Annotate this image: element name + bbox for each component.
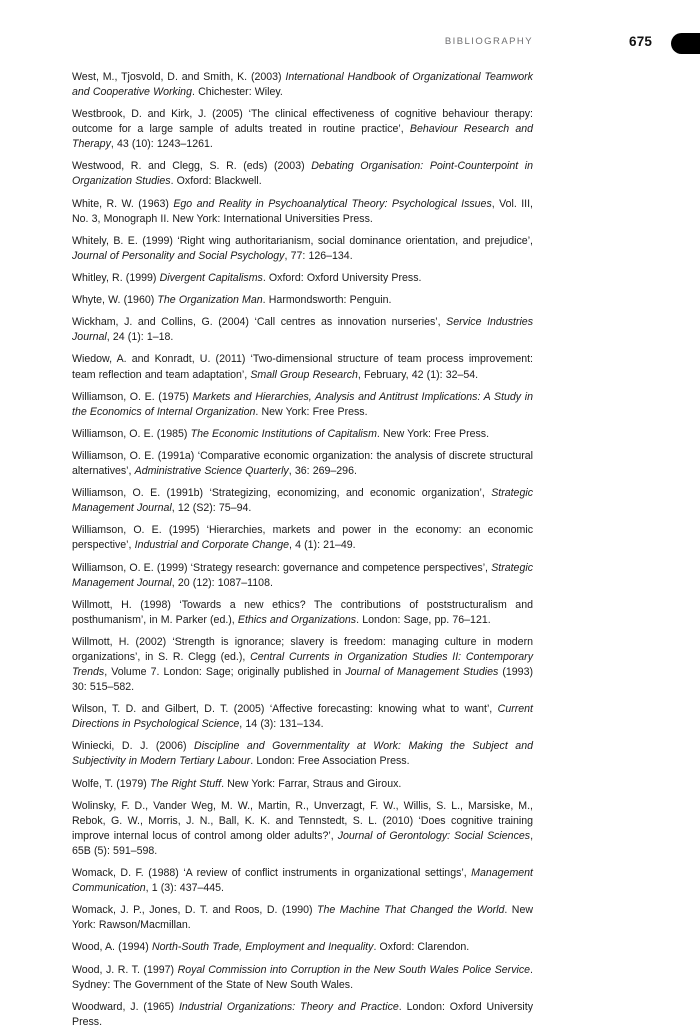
page-running-header <box>0 36 700 56</box>
entry-title-italic: Administrative Science Quarterly <box>134 465 289 478</box>
bibliography-entry <box>72 159 533 189</box>
entry-text: , 43 (10): 1243–1261. <box>110 138 213 151</box>
entry-text: , 36: 269–296. <box>288 465 357 478</box>
entry-text: (1993) 30: 515–582. <box>72 666 533 694</box>
page-number: 675 <box>629 34 653 49</box>
entry-text: Williamson, O. E. (1985) <box>72 427 191 440</box>
entry-text: . Oxford: Blackwell. <box>170 175 262 188</box>
entry-title-italic: Ego and Reality in Psychoanalytical Theory: Psychological Issues <box>173 197 492 210</box>
entry-text: . New York: Free Press. <box>376 427 490 440</box>
entry-title-italic: Service Industries Journal <box>72 316 533 344</box>
entry-title-italic: The Organization Man <box>157 294 263 307</box>
entry-text: . London: Oxford University Press. <box>72 1000 533 1028</box>
entry-title-italic: Industrial and Corporate Change <box>134 539 289 552</box>
bibliography-entry <box>72 70 533 100</box>
entry-text: West, M., Tjosvold, D. and Smith, K. (2003) <box>72 71 286 83</box>
entry-text: , 65B (5): 591–598. <box>72 829 534 857</box>
entry-text: Willmott, H. (1998) ‘Towards a new ethics? The contributions of poststructuralism and posthumanism’, in M. Parker (ed.), <box>72 598 533 626</box>
entry-title-italic: Central Currents in Organization Studies II: Contemporary Trends <box>72 650 533 678</box>
entry-text: , 14 (3): 131–134. <box>239 718 324 731</box>
entry-title-italic: Ethics and Organizations <box>237 613 357 626</box>
entry-text: , 24 (1): 1–18. <box>106 331 174 344</box>
entry-title-italic: Strategic Management Journal <box>72 561 533 589</box>
entry-text: , 12 (S2): 75–94. <box>171 502 252 515</box>
bibliography-entry <box>72 293 533 308</box>
entry-text: Wolfe, T. (1979) <box>72 777 150 790</box>
entry-title-italic: Debating Organisation: Point-Counterpoint in Organization Studies <box>72 160 533 188</box>
entry-text: . London: Sage, pp. 76–121. <box>356 613 491 626</box>
entry-title-italic: Small Group Research <box>250 368 358 381</box>
bibliography-entry <box>72 1000 533 1030</box>
entry-title-italic: Royal Commission into Corruption in the New South Wales Police Service <box>177 963 531 976</box>
entry-text: . London: Free Association Press. <box>250 755 410 768</box>
entry-text: Wilson, T. D. and Gilbert, D. T. (2005) ‘Affective forecasting: knowing what to want’, <box>72 703 498 716</box>
bibliography-entry-list <box>72 70 533 1030</box>
entry-text: . Chichester: Wiley. <box>191 86 283 99</box>
bibliography-entry <box>72 271 533 286</box>
entry-text: . New York: Rawson/Macmillan. <box>72 904 533 932</box>
entry-text: Willmott, H. (2002) ‘Strength is ignorance; slavery is freedom: managing culture in modern organizations’, in S. R. Clegg (ed.), <box>72 635 533 663</box>
entry-title-italic: Management Communication <box>72 866 533 895</box>
bibliography-entry <box>72 107 533 152</box>
entry-text: , 1 (3): 437–445. <box>145 882 224 895</box>
bibliography-entry <box>72 197 533 227</box>
entry-title-italic: Current Directions in Psychological Science <box>72 703 533 731</box>
entry-title-italic: The Right Stuff <box>149 777 222 790</box>
entry-text: . New York: Farrar, Straus and Giroux. <box>221 777 402 790</box>
entry-text: Wood, A. (1994) <box>72 941 152 954</box>
entry-title-italic: Behaviour Research and Therapy <box>72 123 534 151</box>
entry-text: . Sydney: The Government of the State of New South Wales. <box>72 963 533 991</box>
entry-text: . Oxford: Oxford University Press. <box>262 271 422 284</box>
entry-text: Westbrook, D. and Kirk, J. (2005) ‘The clinical effectiveness of cognitive behaviour therapy: outcome for a large sample of adults treated in routine practice’, <box>72 108 533 136</box>
entry-text: Williamson, O. E. (1975) <box>72 390 193 403</box>
entry-title-italic: Markets and Hierarchies, Analysis and Antitrust Implications: A Study in the Economics of Internal Organization <box>72 390 533 418</box>
entry-title-italic: The Economic Institutions of Capitalism <box>190 427 377 440</box>
entry-title-italic: Discipline and Governmentality at Work: Making the Subject and Subjectivity in Modern Tertiary Labour <box>72 740 533 768</box>
bibliography-entry <box>72 940 533 955</box>
bibliography-entry <box>72 352 533 382</box>
entry-title-italic: International Handbook of Organizational Teamwork and Cooperative Working <box>72 71 533 99</box>
entry-text: Woodward, J. (1965) <box>72 1000 179 1013</box>
entry-text: Wickham, J. and Collins, G. (2004) ‘Call centres as innovation nurseries’, <box>72 316 447 329</box>
bibliography-entry <box>72 523 533 553</box>
entry-title-italic: Strategic Management Journal <box>72 487 533 515</box>
entry-text: . Harmondsworth: Penguin. <box>262 294 392 307</box>
entry-text: White, R. W. (1963) <box>72 197 174 210</box>
entry-title-italic: Journal of Management Studies <box>345 666 499 678</box>
bibliography-entry <box>72 561 533 591</box>
entry-text: . New York: Free Press. <box>255 405 368 418</box>
entry-text: Wood, J. R. T. (1997) <box>72 963 178 976</box>
entry-title-italic: Divergent Capitalisms <box>159 271 263 284</box>
bibliography-entry <box>72 390 533 420</box>
entry-title-italic: Journal of Personality and Social Psychology <box>72 249 285 262</box>
entry-text: Williamson, O. E. (1991a) ‘Comparative economic organization: the analysis of discrete structural alternatives’, <box>72 449 533 478</box>
thumb-tab-marker <box>671 33 700 54</box>
running-head-title: BIBLIOGRAPHY <box>444 36 533 47</box>
entry-title-italic: North-South Trade, Employment and Inequality <box>151 941 374 954</box>
entry-text: Williamson, O. E. (1999) ‘Strategy research: governance and competence perspectives’, <box>72 561 492 574</box>
entry-text: Whitely, B. E. (1999) ‘Right wing authoritarianism, social dominance orientation, and prejudice’, <box>72 234 533 247</box>
entry-text: , 4 (1): 21–49. <box>288 539 356 552</box>
bibliography-entry <box>72 598 533 628</box>
entry-text: , Volume 7. London: Sage; originally published in <box>104 666 346 678</box>
bibliography-entry <box>72 427 533 442</box>
entry-text: Westwood, R. and Clegg, S. R. (eds) (2003) <box>72 160 312 173</box>
bibliography-entry <box>72 903 533 933</box>
bibliography-entry <box>72 635 533 695</box>
entry-title-italic: The Machine That Changed the World <box>317 904 505 917</box>
entry-text: . Oxford: Clarendon. <box>373 941 470 954</box>
entry-text: Williamson, O. E. (1991b) ‘Strategizing, economizing, and economic organization’, <box>72 487 492 500</box>
entry-text: Wiedow, A. and Konradt, U. (2011) ‘Two-dimensional structure of team process improvement: team reflection and team adaptation’, <box>72 353 533 381</box>
entry-text: Womack, J. P., Jones, D. T. and Roos, D. (1990) <box>72 904 318 917</box>
entry-text: Womack, D. F. (1988) ‘A review of conflict instruments in organizational settings’, <box>72 866 472 879</box>
bibliography-entry <box>72 234 533 264</box>
entry-text: Williamson, O. E. (1995) ‘Hierarchies, markets and power in the economy: an economic perspective’, <box>72 524 533 552</box>
entry-text: , February, 42 (1): 32–54. <box>357 368 479 381</box>
entry-text: Winiecki, D. J. (2006) <box>72 740 195 753</box>
entry-title-italic: Journal of Gerontology: Social Sciences <box>337 829 531 842</box>
bibliography-entry <box>72 702 533 732</box>
entry-text: , 77: 126–134. <box>284 249 353 262</box>
bibliography-entry <box>72 739 533 769</box>
bibliography-entry <box>72 449 533 479</box>
bibliography-entry <box>72 799 533 859</box>
entry-text: Whitley, R. (1999) <box>72 271 160 284</box>
entry-text: Wolinsky, F. D., Vander Weg, M. W., Martin, R., Unverzagt, F. W., Willis, S. L., Marsiske, M., Rebok, G. W., Morris, J. N., Ball, K. K. and Tennstedt, S. L. (2010) ‘Does cognitive training improve internal locus of control among older adults?’, <box>72 799 533 842</box>
bibliography-entry <box>72 866 533 896</box>
entry-text: , 20 (12): 1087–1108. <box>171 576 273 589</box>
bibliography-entry <box>72 777 533 792</box>
bibliography-entry <box>72 486 533 516</box>
bibliography-entry <box>72 963 533 993</box>
entry-text: , Vol. III, No. 3, Monograph II. New York: International Universities Press. <box>72 197 534 225</box>
bibliography-entry <box>72 315 533 345</box>
entry-text: Whyte, W. (1960) <box>72 294 158 307</box>
entry-title-italic: Industrial Organizations: Theory and Practice <box>178 1000 399 1013</box>
